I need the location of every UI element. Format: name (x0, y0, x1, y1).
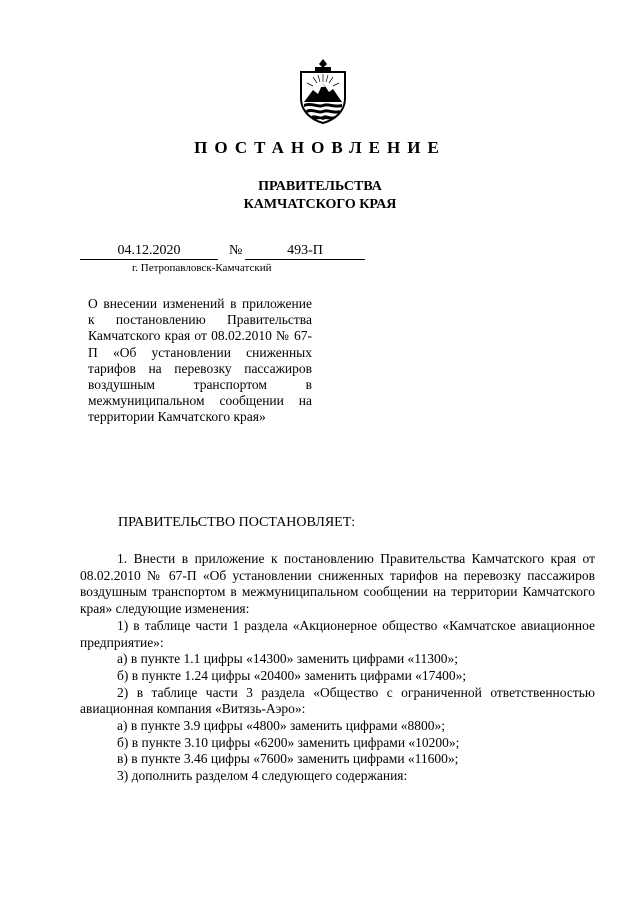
paragraph-6: а) в пункте 3.9 цифры «4800» заменить цифрами «8800»; (117, 718, 446, 734)
document-number: 493-П (245, 243, 365, 260)
paragraph-3: а) в пункте 1.1 цифры «14300» заменить цифрами «11300»; (117, 651, 459, 667)
paragraph-1: 1. Внести в приложение к постановлению Правительства Камчатского края от 08.02.2010 № 67-П «Об установлении сниженных тарифов на перевозку пассажиров воздушным транспортом в межмуниципальном сообщении на территории Камчатского края» следующие изменения: (80, 551, 595, 617)
coat-of-arms-icon (298, 58, 348, 124)
paragraph-2: 1) в таблице части 1 раздела «Акционерное общество «Камчатское авиационное предприятие»: (80, 617, 595, 650)
number-sign: № (229, 243, 243, 258)
paragraph-9: 3) дополнить разделом 4 следующего содержания: (117, 768, 408, 784)
decree-heading: ПРАВИТЕЛЬСТВО ПОСТАНОВЛЯЕТ: (118, 515, 356, 530)
issuing-authority (0, 178, 640, 214)
authority-line-1: ПРАВИТЕЛЬСТВА (258, 179, 382, 194)
document-title: ПОСТАНОВЛЕНИЕ (194, 138, 446, 157)
document-city: г. Петропавловск-Камчатский (132, 262, 272, 274)
document-date: 04.12.2020 (80, 243, 218, 260)
authority-line-2: КАМЧАТСКОГО КРАЯ (243, 197, 397, 212)
paragraph-7: б) в пункте 3.10 цифры «6200» заменить цифрами «10200»; (117, 734, 460, 750)
document-body (80, 551, 595, 785)
document-subject: О внесении изменений в приложение к постановлению Правительства Камчатского края от 08.02.2010 № 67-П «Об установлении сниженных тарифов на перевозку пассажиров воздушным транспортом в межмуниципальном сообщении на территории Камчатского края» (88, 296, 312, 425)
paragraph-4: б) в пункте 1.24 цифры «20400» заменить цифрами «17400»; (117, 667, 467, 683)
paragraph-5: 2) в таблице части 3 раздела «Общество с ограниченной ответственностью авиационная компания «Витязь-Аэро»: (80, 684, 595, 717)
paragraph-8: в) в пункте 3.46 цифры «7600» заменить цифрами «11600»; (117, 751, 459, 767)
